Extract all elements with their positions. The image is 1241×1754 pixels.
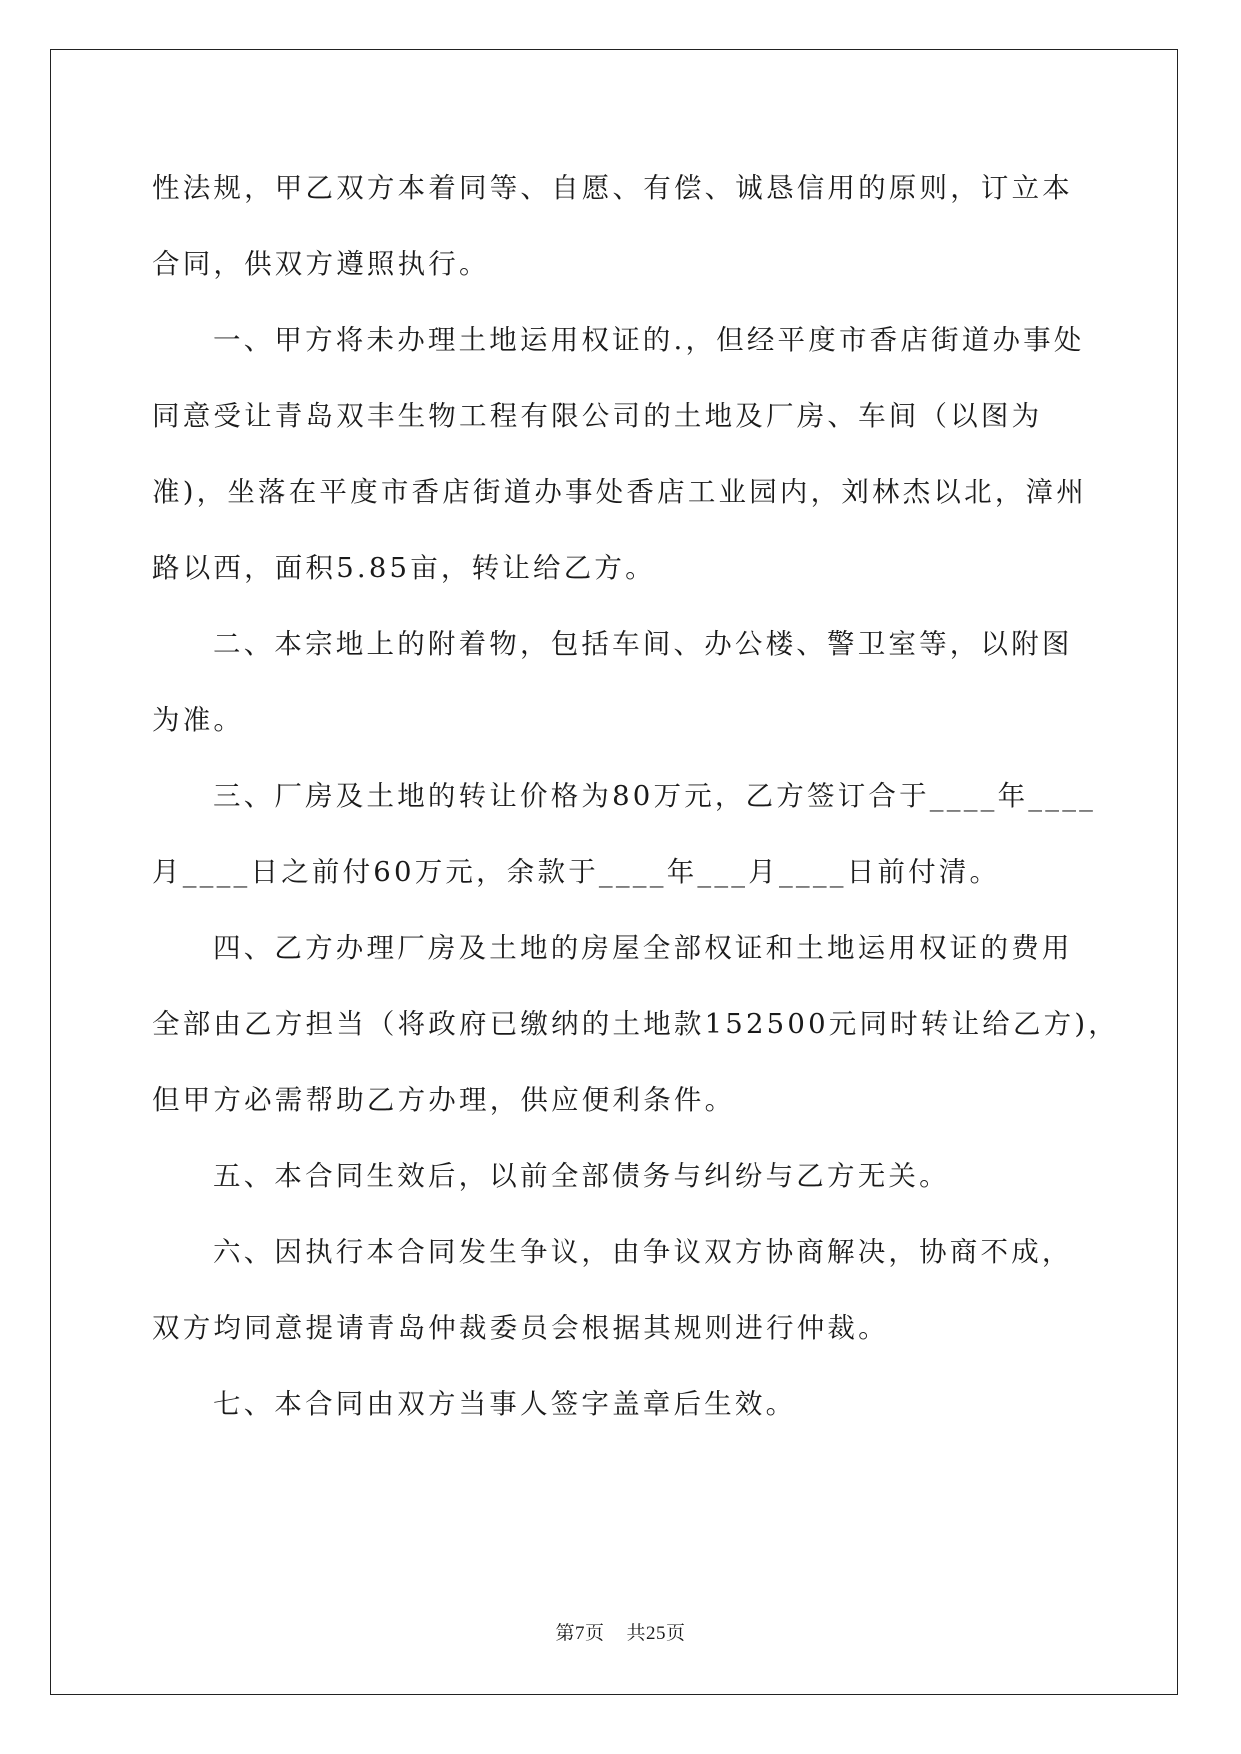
clause-3-line: 三、厂房及土地的转让价格为80万元，乙方签订合于____年____ [213, 780, 1097, 812]
clause-2-line: 为准。 [152, 704, 245, 736]
clause-6-line: 六、因执行本合同发生争议，由争议双方协商解决，协商不成， [213, 1236, 1073, 1268]
clause-1-line: 同意受让青岛双丰生物工程有限公司的土地及厂房、车间（以图为 [152, 400, 1043, 432]
total-page-count: 共25页 [626, 1623, 686, 1644]
clause-1-line: 路以西，面积5.85亩，转让给乙方。 [152, 552, 656, 584]
page-footer [0, 1618, 1241, 1645]
contract-body [152, 162, 1120, 1454]
clause-4-line: 全部由乙方担当（将政府已缴纳的土地款152500元同时转让给乙方)， [152, 1008, 1120, 1040]
clause-1-line: 准)，坐落在平度市香店街道办事处香店工业园内，刘林杰以北，漳州 [152, 476, 1087, 508]
clause-3-line: 月____日之前付60万元，余款于____年___月____日前付清。 [152, 856, 1001, 888]
clause-4-line: 但甲方必需帮助乙方办理，供应便利条件。 [152, 1084, 736, 1116]
current-page-number: 第7页 [555, 1623, 605, 1644]
clause-4-line: 四、乙方办理厂房及土地的房屋全部权证和土地运用权证的费用 [213, 932, 1073, 964]
clause-1-line: 一、甲方将未办理土地运用权证的.，但经平度市香店街道办事处 [213, 324, 1085, 356]
text-line: 性法规，甲乙双方本着同等、自愿、有偿、诚恳信用的原则，订立本 [152, 172, 1073, 204]
clause-2-line: 二、本宗地上的附着物，包括车间、办公楼、警卫室等，以附图 [213, 628, 1073, 660]
clause-6-line: 双方均同意提请青岛仲裁委员会根据其规则进行仲裁。 [152, 1312, 889, 1344]
clause-5-line: 五、本合同生效后，以前全部债务与纠纷与乙方无关。 [213, 1160, 950, 1192]
text-line: 合同，供双方遵照执行。 [152, 248, 490, 280]
clause-7-line: 七、本合同由双方当事人签字盖章后生效。 [213, 1388, 797, 1420]
